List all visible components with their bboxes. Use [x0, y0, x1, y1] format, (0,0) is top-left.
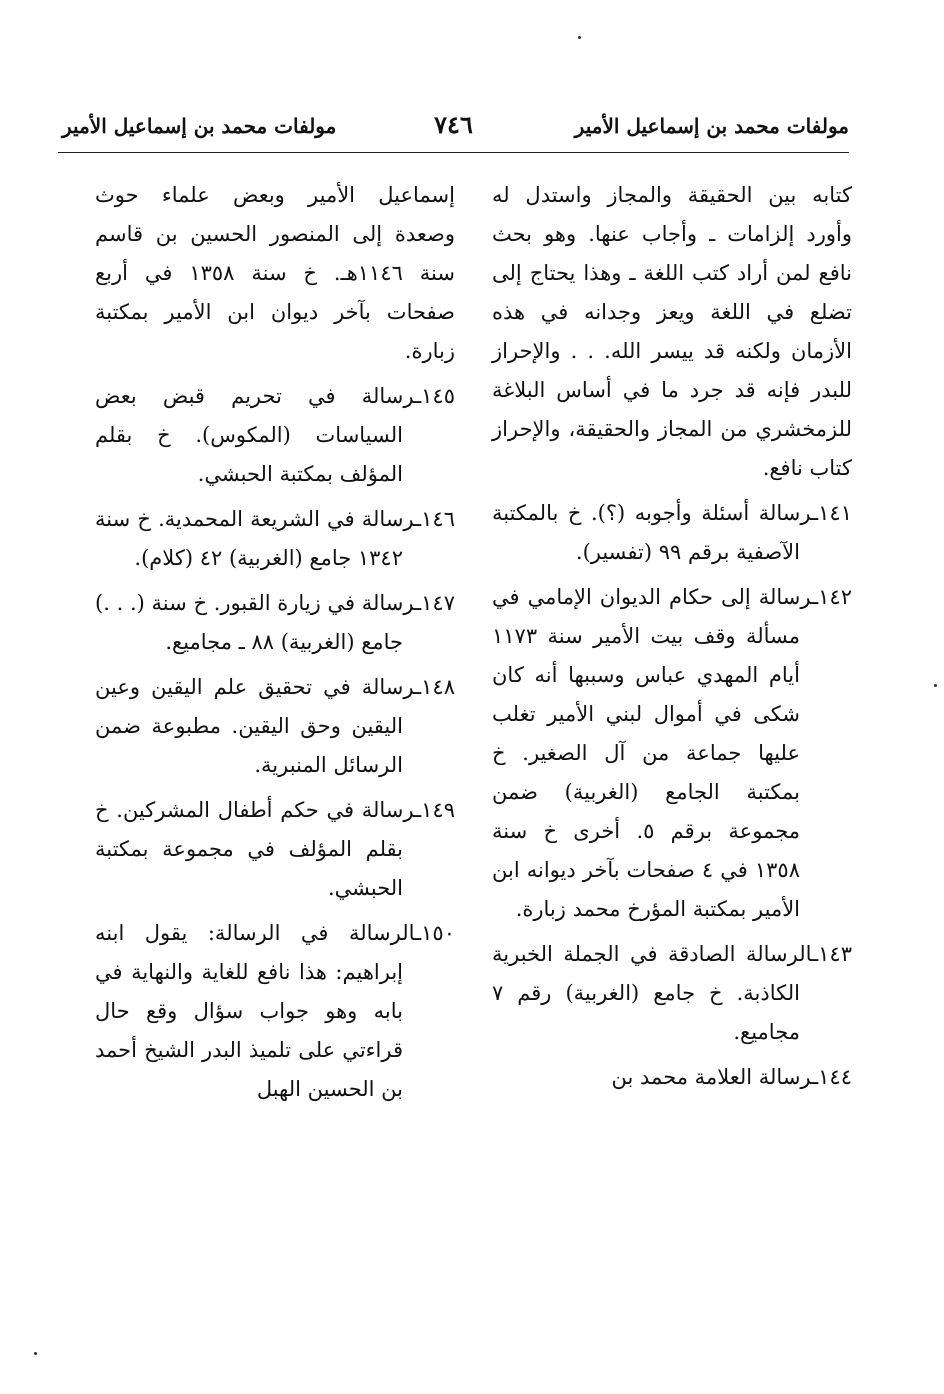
- entry-number: ١٤٥ـ: [415, 384, 455, 408]
- text-line: مجاميع.: [165, 630, 232, 654]
- text-line: في بابه وهو جواب سؤال وقع: [95, 960, 403, 1023]
- bibliography-entry: [492, 494, 852, 572]
- bibliography-entry: [95, 791, 455, 908]
- text-line: وعين اليقين وحق اليقين. مطبوعة: [95, 675, 403, 738]
- text-line: (كلام).: [134, 546, 194, 570]
- header-rule: [58, 152, 849, 153]
- bibliography-entry: [95, 500, 455, 578]
- text-line: في مسألة وقف بيت الأمير سنة: [492, 585, 800, 648]
- text-line: واستدل له وأورد إلزامات ـ: [492, 183, 853, 246]
- text-line: رسالة في زيارة القبور. خ سنة: [151, 591, 415, 615]
- text-line: في هذه الأزمان ولكنه قد ييسر: [492, 300, 852, 363]
- text-line: والإحراز كتاب نافع.: [492, 417, 852, 480]
- text-line: المشركين. خ بقلم المؤلف في: [95, 798, 403, 861]
- text-line: الشيخ أحمد بن الحسين الهبل: [95, 1038, 403, 1101]
- text-line: للزمخشري من المجاز والحقيقة،: [568, 417, 852, 441]
- text-line: رسالة في تحقيق علم اليقين: [151, 675, 415, 699]
- text-line: رسالة في تحريم قبض بعض: [95, 384, 415, 408]
- text-line: لمن أراد كتب اللغة ـ وهذا يحتاج: [529, 261, 811, 285]
- text-line: إسماعيل الأمير وبعض علماء: [161, 183, 455, 207]
- entry-number: ١٤٦ـ: [415, 507, 455, 531]
- text-line: إلى تضلع في اللغة ويعز وجدانه: [492, 261, 852, 324]
- entry-number: ١٤٣ـ: [812, 942, 852, 966]
- text-line: ١١٧٣ أيام المهدي عباس وسببها: [492, 624, 800, 687]
- text-line: سنة ١٣٤٢ جامع (الغربية) ٤٢: [95, 507, 403, 570]
- text-line: الرسالة في الرسالة: يقول ابنه: [95, 921, 415, 945]
- text-line: بمكتبة المؤرخ محمد زبارة.: [515, 897, 747, 921]
- entry-number: ١٤٨ـ: [414, 675, 455, 699]
- running-title-right: مولفات محمد بن إسماعيل الأمير: [574, 114, 849, 138]
- left-column: [95, 176, 455, 1109]
- text-line: كتابه بين الحقيقة والمجاز: [607, 183, 852, 207]
- text-line: المؤلف بمكتبة الحبشي.: [197, 462, 403, 486]
- bibliography-entry: [95, 914, 455, 1109]
- page-header: [58, 104, 849, 148]
- entry-number: ١٤٩ـ: [415, 798, 455, 822]
- bibliography-entry: [492, 935, 852, 1052]
- text-line: حوث وصعدة إلى المنصور: [95, 183, 455, 246]
- scan-speck: [934, 684, 937, 687]
- text-line: أنه كان شكى في أموال لبني: [492, 663, 800, 726]
- entry-number: ١٤٤ـ: [812, 1065, 852, 1089]
- bibliography-entry: [492, 578, 852, 929]
- entry-number: ١٥٠ـ: [415, 921, 455, 945]
- text-line: حال قراءتي على تلميذ البدر: [95, 999, 403, 1062]
- bibliography-entry: [492, 1058, 852, 1097]
- text-line: رسالة أسئلة وأجوبه (؟). خ: [567, 501, 812, 525]
- text-line: (الغربية) رقم ٧ مجاميع.: [492, 981, 800, 1044]
- text-line: أخرى خ سنة ١٣٥٨ في ٤: [492, 819, 800, 882]
- running-title-left: مولفات محمد بن إسماعيل الأمير: [62, 114, 337, 138]
- text-line: الرسالة الصادقة في الجملة: [563, 942, 812, 966]
- bibliography-entry: [95, 584, 455, 662]
- text-line: مجموعة بمكتبة الحبشي.: [95, 837, 403, 900]
- text-line: بآخر ديوان ابن الأمير بمكتبة: [95, 300, 371, 324]
- text-line: وأجاب عنها. وهو بحث نافع: [492, 222, 852, 285]
- text-line: صفحات بآخر ديوانه ابن الأمير: [492, 858, 800, 921]
- text-line: إبراهيم: هذا نافع للغاية والنهاية: [131, 960, 403, 984]
- text-line: رسالة في الشريعة المحمدية. خ: [137, 507, 415, 531]
- text-line: (. . .) جامع (الغربية) ٨٨ ـ: [95, 591, 403, 654]
- text-line: جرد ما في أساس البلاغة: [492, 378, 724, 402]
- bibliography-entry: [95, 668, 455, 785]
- text-line: خ سنة ١٣٥٨ في أربع صفحات: [95, 261, 455, 324]
- text-line: الخبرية الكاذبة. خ جامع: [492, 942, 800, 1005]
- text-line: الحسين بن قاسم سنة ١١٤٦هـ.: [95, 222, 455, 285]
- entry-number: ١٤١ـ: [812, 501, 852, 525]
- text-line: رسالة إلى حكام الديوان الإمامي: [527, 585, 812, 609]
- bibliography-entry: [95, 377, 455, 494]
- page-number: ٧٤٦: [434, 110, 473, 139]
- text-line: الصغير. خ بمكتبة الجامع: [492, 741, 800, 804]
- text-line: زبارة.: [404, 339, 455, 363]
- scan-speck: [578, 36, 581, 39]
- right-column: [492, 176, 852, 1097]
- text-line: (الغربية) ضمن مجموعة برقم ٥.: [492, 780, 800, 843]
- text-line: رسالة العلامة محمد بن: [611, 1065, 812, 1089]
- scan-speck: [34, 1352, 37, 1355]
- continued-text: [95, 176, 455, 371]
- entry-number: ١٤٧ـ: [415, 591, 455, 615]
- entry-number: ١٤٢ـ: [811, 585, 852, 609]
- text-line: الأمير تغلب عليها جماعة من آل: [492, 702, 801, 765]
- text-line: رسالة في حكم أطفال: [217, 798, 415, 822]
- text-line: ضمن الرسائل المنبرية.: [95, 714, 403, 777]
- text-line: بالمكتبة الآصفية برقم ٩٩: [492, 501, 800, 564]
- text-line: السياسات (المكوس). خ بقلم: [95, 423, 403, 447]
- continued-text: [492, 176, 852, 488]
- text-line: (تفسير).: [575, 540, 653, 564]
- text-line: الله. . . والإحراز للبدر فإنه قد: [492, 339, 852, 402]
